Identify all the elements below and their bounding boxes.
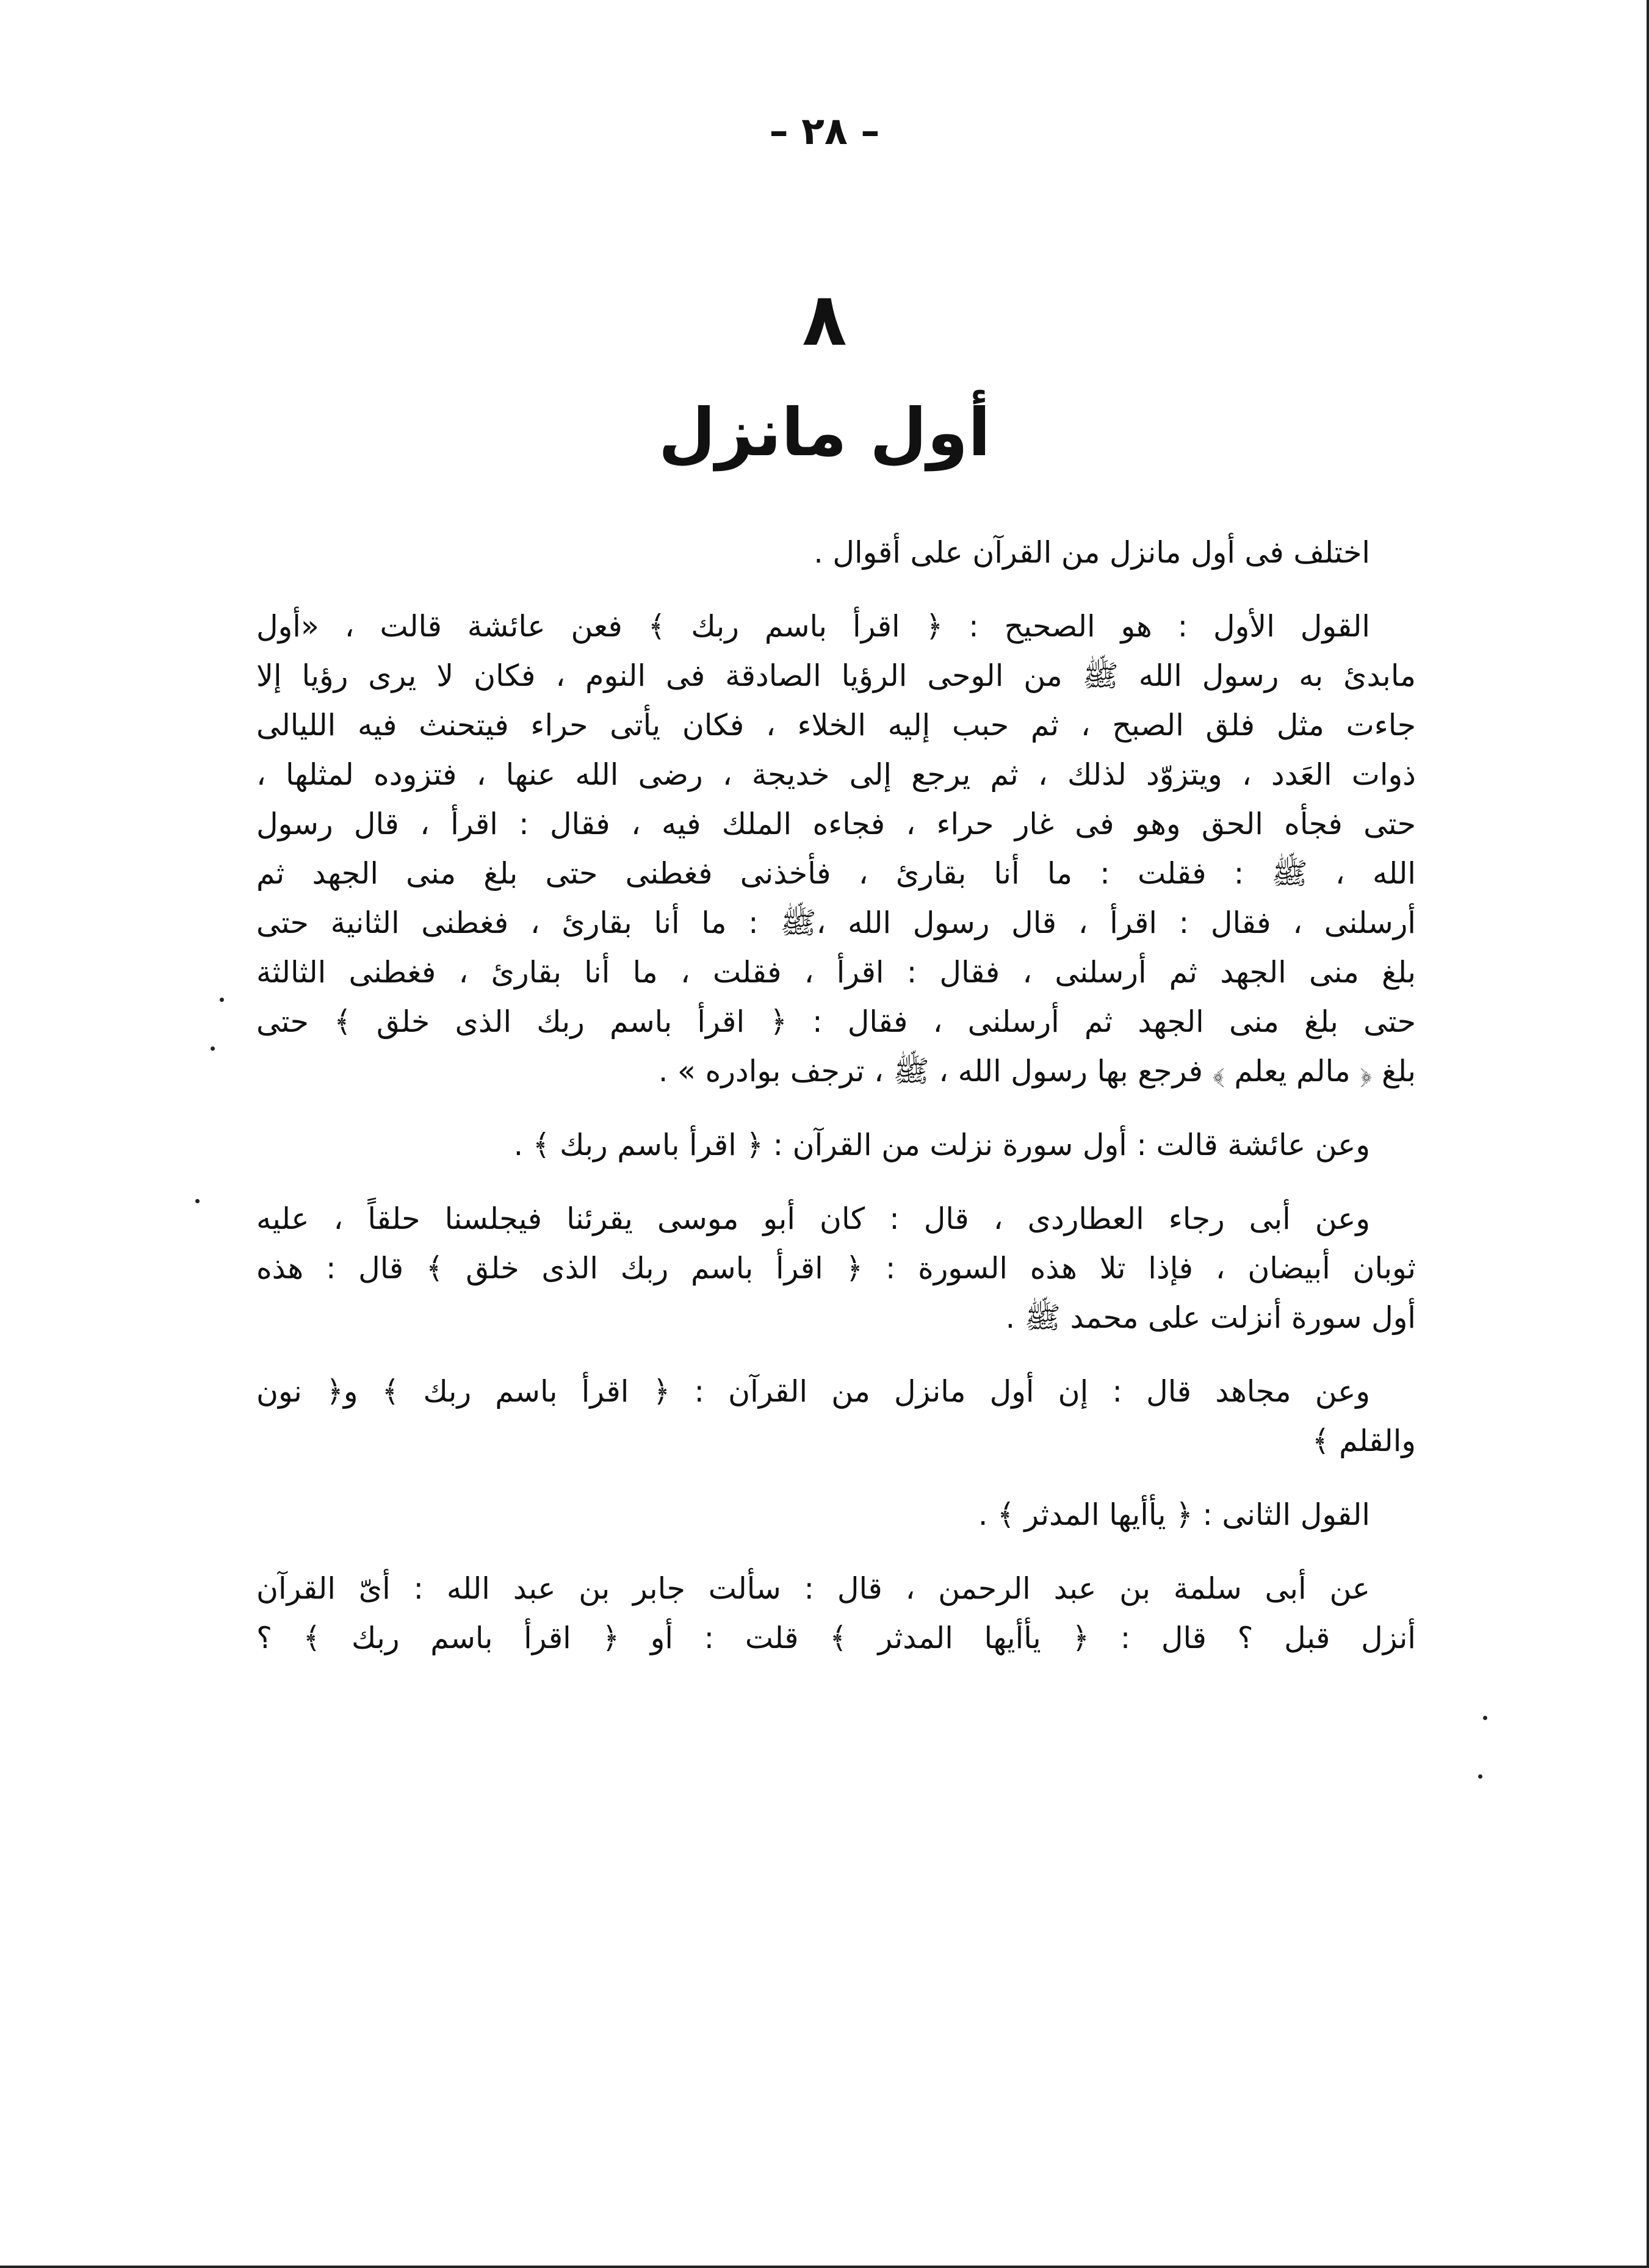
text-line: أول سورة أنزلت على محمد ﷺ . (1005, 1300, 1416, 1335)
paragraph (256, 1120, 1416, 1170)
text-line: القول الأول : هو الصحيح : ﴿ اقرأ باسم ربك ﴾ فعن عائشة قالت ، «أول (256, 609, 1370, 644)
text-line: بلغ منى الجهد ثم أرسلنى ، فقال : اقرأ ، فقلت ، ما أنا بقارئ ، فغطنى الثالثة (256, 955, 1416, 990)
paragraph (256, 528, 1416, 577)
text-line: حتى بلغ منى الجهد ثم أرسلنى ، فقال : ﴿ اقرأ باسم ربك الذى خلق ﴾ حتى (256, 1004, 1416, 1039)
scan-speck (1483, 1716, 1487, 1720)
text-line: وعن عائشة قالت : أول سورة نزلت من القرآن : ﴿ اقرأ باسم ربك ﴾ . (513, 1128, 1370, 1162)
page-number: – ٢٨ – (769, 109, 880, 153)
text-line: ذوات العَدد ، ويتزوّد لذلك ، ثم يرجع إلى خديجة ، رضى الله عنها ، فتزوده لمثلها ، (256, 757, 1416, 792)
scan-speck (1478, 1774, 1482, 1779)
text-line: حتى فجأه الحق وهو فى غار حراء ، فجاءه الملك فيه ، فقال : اقرأ ، قال رسول (256, 807, 1416, 841)
paragraph (256, 1367, 1416, 1466)
chapter-title: أول مانزل (658, 395, 991, 471)
scan-speck (220, 998, 224, 1002)
paragraph (256, 1564, 1416, 1663)
paragraph (256, 602, 1416, 1096)
paragraph (256, 1194, 1416, 1342)
text-line: ثوبان أبيضان ، فإذا تلا هذه السورة : ﴿ اقرأ باسم ربك الذى خلق ﴾ قال : هذه (256, 1251, 1416, 1286)
chapter-number: ٨ (802, 278, 847, 362)
text-line: اختلف فى أول مانزل من القرآن على أقوال . (814, 535, 1370, 570)
text-line: مابدئ به رسول الله ﷺ من الوحى الرؤيا الصادقة فى النوم ، فكان لا يرى رؤيا إلا (256, 658, 1416, 693)
text-line: القول الثانى : ﴿ يأأيها المدثر ﴾ . (978, 1497, 1370, 1532)
text-line: بلغ ﴿ مالم يعلم ﴾ فرجع بها رسول الله ، ﷺ ، ترجف بوادره » . (658, 1054, 1416, 1089)
text-line: وعن مجاهد قال : إن أول مانزل من القرآن : ﴿ اقرأ باسم ربك ﴾ و﴿ نون (256, 1374, 1370, 1409)
scan-border-bottom (0, 2266, 1649, 2268)
scan-speck (195, 1199, 200, 1203)
text-line: الله ، ﷺ : فقلت : ما أنا بقارئ ، فأخذنى فغطنى حتى بلغ منى الجهد ثم (256, 856, 1416, 891)
paragraph (256, 1490, 1416, 1539)
text-line: وعن أبى رجاء العطاردى ، قال : كان أبو موسى يقرئنا فيجلسنا حلقاً ، عليه (256, 1201, 1370, 1236)
text-line: أنزل قبل ؟ قال : ﴿ يأأيها المدثر ﴾ قلت : أو ﴿ اقرأ باسم ربك ﴾ ؟ (256, 1621, 1416, 1655)
text-line: عن أبى سلمة بن عبد الرحمن ، قال : سألت جابر بن عبد الله : أىّ القرآن (256, 1571, 1370, 1606)
scan-speck (211, 1046, 215, 1051)
text-line: والقلم ﴾ (1312, 1424, 1416, 1458)
text-line: جاءت مثل فلق الصبح ، ثم حبب إليه الخلاء ، فكان يأتى حراء فيتحنث فيه الليالى (256, 708, 1416, 743)
body-text (256, 528, 1416, 1687)
text-line: أرسلنى ، فقال : اقرأ ، قال رسول الله ،ﷺ : ما أنا بقارئ ، فغطنى الثانية حتى (256, 905, 1416, 940)
